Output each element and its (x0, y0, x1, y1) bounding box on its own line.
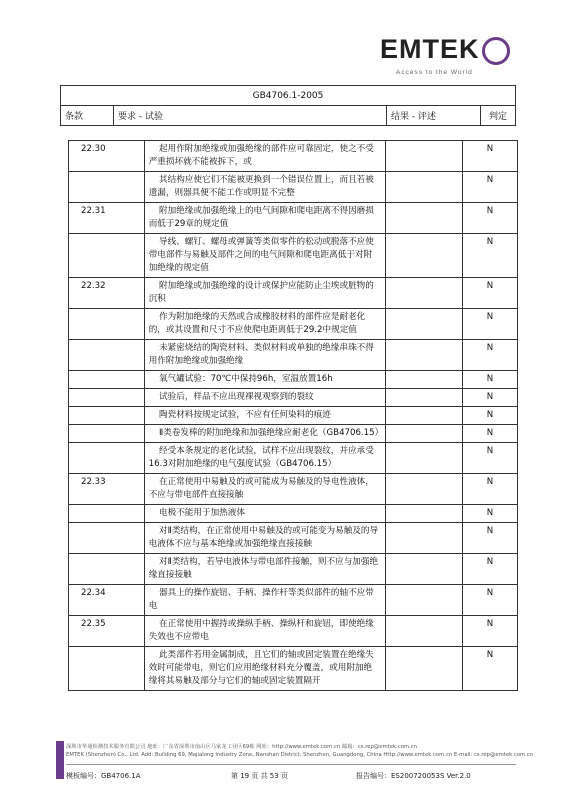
col-requirement: 要求 - 试验 (114, 106, 387, 126)
requirement-cell: 未紧密烧结的陶瓷材料、类似材料或单独的绝缘串珠不得用作附加绝缘或加强绝缘 (144, 340, 385, 371)
verdict-cell: N (462, 407, 517, 425)
clause-cell (69, 172, 145, 203)
verdict-cell: N (462, 141, 517, 172)
clause-cell (69, 554, 145, 585)
table-row (69, 474, 518, 505)
emtek-logo (380, 34, 510, 84)
result-cell (385, 234, 462, 278)
result-cell (385, 203, 462, 234)
result-cell (385, 172, 462, 203)
check-circle-icon (482, 37, 510, 65)
requirement-cell: 其结构应使它们不能被更换到一个错误位置上，而且若被遗漏，则器具便不能工作或明显不完整 (144, 172, 385, 203)
verdict-cell: N (462, 278, 517, 309)
result-cell (385, 585, 462, 616)
result-cell (385, 278, 462, 309)
requirement-cell: 试验后，样品不应出现裸视观察到的裂纹 (144, 389, 385, 407)
result-cell (385, 141, 462, 172)
verdict-cell: N (462, 523, 517, 554)
table-row (69, 554, 518, 585)
clause-cell (69, 425, 145, 443)
table-row (69, 425, 518, 443)
requirement-cell: 起用作附加绝缘或加强绝缘的部件应可靠固定，使之不受严重损坏就不能被拆下，或 (144, 141, 385, 172)
result-cell (385, 523, 462, 554)
clause-table (68, 140, 518, 691)
requirement-cell: 此类部件若用金属制成，且它们的轴或固定装置在绝缘失效时可能带电，则它们应用绝缘材料充分覆盖，或用附加绝缘将其易触及部分与它们的轴或固定装置隔开 (144, 647, 385, 691)
clause-cell (69, 647, 145, 691)
clause-cell: 22.31 (69, 203, 145, 234)
table-row (69, 309, 518, 340)
result-cell (385, 407, 462, 425)
verdict-cell: N (462, 203, 517, 234)
table-row (69, 443, 518, 474)
table-row (69, 278, 518, 309)
table-row (69, 234, 518, 278)
verdict-cell: N (462, 234, 517, 278)
table-row (69, 585, 518, 616)
table-row (69, 203, 518, 234)
result-cell (385, 616, 462, 647)
clause-cell (69, 371, 145, 389)
requirement-cell: 作为附加绝缘的天然或合成橡胶材料的部件应是耐老化的，或其设置和尺寸不应使爬电距离低于29.2中规定值 (144, 309, 385, 340)
verdict-cell: N (462, 505, 517, 523)
result-cell (385, 309, 462, 340)
standard-title: GB4706.1-2005 (61, 86, 516, 106)
requirement-cell: 电极不能用于加热液体 (144, 505, 385, 523)
footer-address-cn: 深圳市华通检测技术服务有限公司 地址：广东省深圳市南山区马家龙工业区69栋 网址：http://www.emtek.com.cn 邮箱：cs.rep@emtek.com.cn (66, 744, 417, 750)
table-row (69, 523, 518, 554)
result-cell (385, 474, 462, 505)
clause-cell: 22.30 (69, 141, 145, 172)
clause-cell (69, 309, 145, 340)
brand-name: EMTEK (380, 34, 480, 64)
result-cell (385, 647, 462, 691)
footer-divider (66, 764, 516, 765)
clause-cell (69, 389, 145, 407)
clause-cell (69, 523, 145, 554)
footer-address-en: EMTEK (Shenzhen) Co., Ltd. Add: Building 69, Majialong Industry Zone, Nanshan District, Shenzhen, Guangdong, China Http://www.emtek.com.cn E-mail: cs.rep@emtek.com.cn (66, 752, 534, 758)
verdict-cell: N (462, 340, 517, 371)
table-row (69, 616, 518, 647)
verdict-cell: N (462, 585, 517, 616)
table-row (69, 141, 518, 172)
result-cell (385, 425, 462, 443)
template-number: 模板编号：GB4706.1A (66, 772, 141, 780)
col-result: 结果 - 评述 (387, 106, 481, 126)
col-verdict: 判定 (481, 106, 516, 126)
footer-accent-bar (56, 741, 64, 779)
clause-cell (69, 234, 145, 278)
page-number: 第 19 页 共 53 页 (231, 772, 288, 780)
clause-cell: 22.32 (69, 278, 145, 309)
verdict-cell: N (462, 389, 517, 407)
clause-cell (69, 505, 145, 523)
verdict-cell: N (462, 474, 517, 505)
requirement-cell: 导线、螺钉、螺母或弹簧等类似零件的松动或脱落不应使带电部件与易触及部件之间的电气间隙和爬电距离低于对附加绝缘的规定值 (144, 234, 385, 278)
report-number: 报告编号：ES200720053S Ver.2.0 (356, 772, 471, 780)
requirement-cell: 氧气罐试验：70℃中保持96h，室温放置16h (144, 371, 385, 389)
table-row (69, 647, 518, 691)
table-row (69, 371, 518, 389)
result-cell (385, 389, 462, 407)
verdict-cell: N (462, 425, 517, 443)
result-cell (385, 340, 462, 371)
clause-cell: 22.34 (69, 585, 145, 616)
col-clause: 条款 (61, 106, 114, 126)
verdict-cell: N (462, 443, 517, 474)
result-cell (385, 443, 462, 474)
verdict-cell: N (462, 647, 517, 691)
table-row (69, 389, 518, 407)
verdict-cell: N (462, 554, 517, 585)
result-cell (385, 371, 462, 389)
clause-cell: 22.35 (69, 616, 145, 647)
clause-cell (69, 340, 145, 371)
result-cell (385, 554, 462, 585)
verdict-cell: N (462, 616, 517, 647)
result-cell (385, 505, 462, 523)
requirement-cell: 附加绝缘或加强绝缘上的电气间隙和爬电距离不得因磨损而低于29章的规定值 (144, 203, 385, 234)
verdict-cell: N (462, 172, 517, 203)
requirement-cell: 陶瓷材料按规定试验，不应有任何染料的痕迹 (144, 407, 385, 425)
table-row (69, 172, 518, 203)
clause-cell (69, 407, 145, 425)
requirement-cell: 在正常使用中握持或操纵手柄、操纵杆和旋钮，即使绝缘失效也不应带电 (144, 616, 385, 647)
requirement-cell: 对Ⅱ类结构，若导电液体与带电部件接触，则不应与加强绝缘直接接触 (144, 554, 385, 585)
requirement-cell: 在正常使用中易触及的或可能成为易触及的导电性液体，不应与带电部件直接接触 (144, 474, 385, 505)
requirement-cell: 对Ⅱ类结构，在正常使用中易触及的或可能变为易触及的导电液体不应与基本绝缘或加强绝缘直接接触 (144, 523, 385, 554)
table-row (69, 505, 518, 523)
requirement-cell: 经受本条规定的老化试验，试样不应出现裂纹，并应承受16.3对附加绝缘的电气强度试验（GB4706.15） (144, 443, 385, 474)
clause-cell (69, 443, 145, 474)
verdict-cell: N (462, 309, 517, 340)
table-row (69, 340, 518, 371)
report-header-table (60, 85, 516, 126)
brand-tagline: Access to the World (396, 69, 473, 76)
requirement-cell: 附加绝缘或加强绝缘的设计或保护应能防止尘埃或脏物的沉积 (144, 278, 385, 309)
requirement-cell: 器具上的操作旋钮、手柄、操作杆等类似部件的轴不应带电 (144, 585, 385, 616)
requirement-cell: Ⅱ类卷发棒的附加绝缘和加强绝缘应耐老化（GB4706.15） (144, 425, 385, 443)
verdict-cell: N (462, 371, 517, 389)
clause-cell: 22.33 (69, 474, 145, 505)
table-row (69, 407, 518, 425)
